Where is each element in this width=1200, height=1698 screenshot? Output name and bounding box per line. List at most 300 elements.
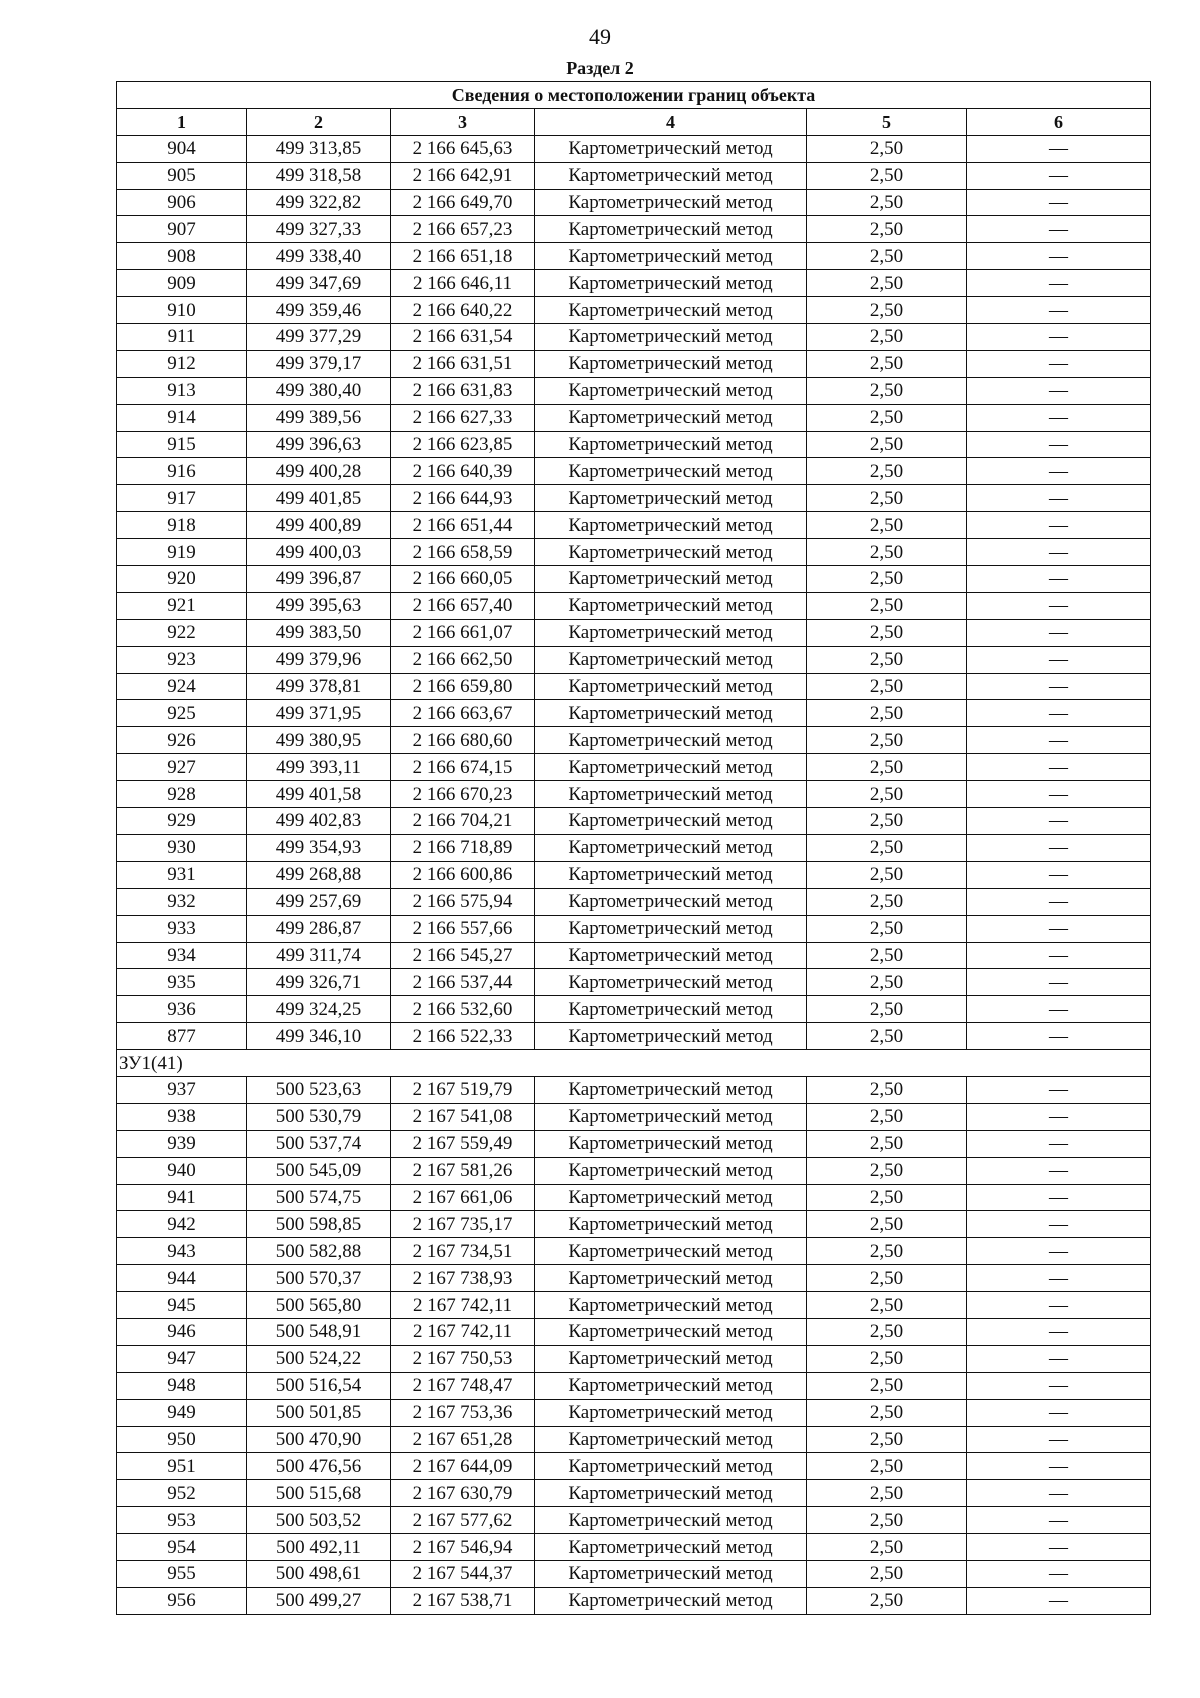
point-number-cell: 942 (117, 1211, 247, 1238)
description-cell: — (967, 1157, 1151, 1184)
point-number-cell: 906 (117, 189, 247, 216)
point-number-cell: 941 (117, 1184, 247, 1211)
point-number-cell: 949 (117, 1399, 247, 1426)
table-row (117, 324, 1151, 351)
description-cell: — (967, 1534, 1151, 1561)
y-coordinate-cell: 2 167 577,62 (391, 1507, 535, 1534)
accuracy-cell: 2,50 (807, 297, 967, 324)
accuracy-cell: 2,50 (807, 270, 967, 297)
y-coordinate-cell: 2 167 750,53 (391, 1345, 535, 1372)
x-coordinate-cell: 500 545,09 (247, 1157, 391, 1184)
point-number-cell: 916 (117, 458, 247, 485)
x-coordinate-cell: 499 402,83 (247, 808, 391, 835)
table-row (117, 592, 1151, 619)
x-coordinate-cell: 500 470,90 (247, 1426, 391, 1453)
table-title: Сведения о местоположении границ объекта (117, 82, 1151, 109)
point-number-cell: 907 (117, 216, 247, 243)
x-coordinate-cell: 499 400,89 (247, 512, 391, 539)
accuracy-cell: 2,50 (807, 996, 967, 1023)
table-row (117, 297, 1151, 324)
y-coordinate-cell: 2 167 519,79 (391, 1076, 535, 1103)
x-coordinate-cell: 499 338,40 (247, 243, 391, 270)
method-cell: Картометрический метод (535, 162, 807, 189)
point-number-cell: 917 (117, 485, 247, 512)
point-number-cell: 951 (117, 1453, 247, 1480)
table-row (117, 834, 1151, 861)
table-row (117, 189, 1151, 216)
description-cell: — (967, 1076, 1151, 1103)
method-cell: Картометрический метод (535, 1534, 807, 1561)
x-coordinate-cell: 499 257,69 (247, 888, 391, 915)
method-cell: Картометрический метод (535, 1426, 807, 1453)
y-coordinate-cell: 2 166 532,60 (391, 996, 535, 1023)
accuracy-cell: 2,50 (807, 1076, 967, 1103)
column-header-row (117, 108, 1151, 135)
accuracy-cell: 2,50 (807, 1238, 967, 1265)
point-number-cell: 925 (117, 700, 247, 727)
accuracy-cell: 2,50 (807, 1211, 967, 1238)
method-cell: Картометрический метод (535, 808, 807, 835)
table-row (117, 1076, 1151, 1103)
method-cell: Картометрический метод (535, 834, 807, 861)
method-cell: Картометрический метод (535, 915, 807, 942)
description-cell: — (967, 969, 1151, 996)
description-cell: — (967, 485, 1151, 512)
method-cell: Картометрический метод (535, 1130, 807, 1157)
accuracy-cell: 2,50 (807, 646, 967, 673)
method-cell: Картометрический метод (535, 1480, 807, 1507)
description-cell: — (967, 1130, 1151, 1157)
table-row (117, 1103, 1151, 1130)
description-cell: — (967, 216, 1151, 243)
accuracy-cell: 2,50 (807, 1130, 967, 1157)
description-cell: — (967, 1399, 1151, 1426)
table-row (117, 969, 1151, 996)
point-number-cell: 911 (117, 324, 247, 351)
method-cell: Картометрический метод (535, 754, 807, 781)
table-row (117, 1238, 1151, 1265)
y-coordinate-cell: 2 167 541,08 (391, 1103, 535, 1130)
y-coordinate-cell: 2 166 557,66 (391, 915, 535, 942)
point-number-cell: 938 (117, 1103, 247, 1130)
accuracy-cell: 2,50 (807, 1587, 967, 1614)
table-row (117, 431, 1151, 458)
description-cell: — (967, 1318, 1151, 1345)
method-cell: Картометрический метод (535, 1453, 807, 1480)
x-coordinate-cell: 499 401,85 (247, 485, 391, 512)
description-cell: — (967, 808, 1151, 835)
point-number-cell: 928 (117, 781, 247, 808)
accuracy-cell: 2,50 (807, 1534, 967, 1561)
accuracy-cell: 2,50 (807, 1480, 967, 1507)
x-coordinate-cell: 499 359,46 (247, 297, 391, 324)
table-row (117, 566, 1151, 593)
x-coordinate-cell: 499 378,81 (247, 673, 391, 700)
point-number-cell: 920 (117, 566, 247, 593)
y-coordinate-cell: 2 167 748,47 (391, 1372, 535, 1399)
table-row (117, 162, 1151, 189)
point-number-cell: 912 (117, 350, 247, 377)
x-coordinate-cell: 499 268,88 (247, 861, 391, 888)
table-row (117, 539, 1151, 566)
x-coordinate-cell: 500 503,52 (247, 1507, 391, 1534)
method-cell: Картометрический метод (535, 861, 807, 888)
point-number-cell: 946 (117, 1318, 247, 1345)
method-cell: Картометрический метод (535, 619, 807, 646)
x-coordinate-cell: 499 383,50 (247, 619, 391, 646)
column-header: 1 (117, 108, 247, 135)
description-cell: — (967, 1103, 1151, 1130)
y-coordinate-cell: 2 167 753,36 (391, 1399, 535, 1426)
y-coordinate-cell: 2 166 658,59 (391, 539, 535, 566)
method-cell: Картометрический метод (535, 270, 807, 297)
point-number-cell: 950 (117, 1426, 247, 1453)
table-row (117, 1130, 1151, 1157)
method-cell: Картометрический метод (535, 512, 807, 539)
table-row (117, 243, 1151, 270)
description-cell: — (967, 431, 1151, 458)
method-cell: Картометрический метод (535, 1076, 807, 1103)
accuracy-cell: 2,50 (807, 1560, 967, 1587)
method-cell: Картометрический метод (535, 189, 807, 216)
description-cell: — (967, 189, 1151, 216)
description-cell: — (967, 1211, 1151, 1238)
point-number-cell: 908 (117, 243, 247, 270)
table-row (117, 350, 1151, 377)
point-number-cell: 953 (117, 1507, 247, 1534)
point-number-cell: 940 (117, 1157, 247, 1184)
y-coordinate-cell: 2 166 646,11 (391, 270, 535, 297)
x-coordinate-cell: 499 395,63 (247, 592, 391, 619)
point-number-cell: 954 (117, 1534, 247, 1561)
x-coordinate-cell: 500 524,22 (247, 1345, 391, 1372)
method-cell: Картометрический метод (535, 781, 807, 808)
method-cell: Картометрический метод (535, 539, 807, 566)
x-coordinate-cell: 500 565,80 (247, 1292, 391, 1319)
description-cell: — (967, 458, 1151, 485)
y-coordinate-cell: 2 166 623,85 (391, 431, 535, 458)
description-cell: — (967, 700, 1151, 727)
point-number-cell: 927 (117, 754, 247, 781)
description-cell: — (967, 566, 1151, 593)
accuracy-cell: 2,50 (807, 485, 967, 512)
method-cell: Картометрический метод (535, 592, 807, 619)
accuracy-cell: 2,50 (807, 1426, 967, 1453)
x-coordinate-cell: 500 492,11 (247, 1534, 391, 1561)
accuracy-cell: 2,50 (807, 781, 967, 808)
accuracy-cell: 2,50 (807, 1157, 967, 1184)
description-cell: — (967, 135, 1151, 162)
description-cell: — (967, 512, 1151, 539)
x-coordinate-cell: 499 347,69 (247, 270, 391, 297)
table-row (117, 1023, 1151, 1050)
point-number-cell: 944 (117, 1265, 247, 1292)
point-number-cell: 915 (117, 431, 247, 458)
method-cell: Картометрический метод (535, 1507, 807, 1534)
point-number-cell: 910 (117, 297, 247, 324)
method-cell: Картометрический метод (535, 1292, 807, 1319)
accuracy-cell: 2,50 (807, 1292, 967, 1319)
column-header: 4 (535, 108, 807, 135)
y-coordinate-cell: 2 166 627,33 (391, 404, 535, 431)
accuracy-cell: 2,50 (807, 1184, 967, 1211)
description-cell: — (967, 1023, 1151, 1050)
x-coordinate-cell: 499 389,56 (247, 404, 391, 431)
y-coordinate-cell: 2 166 661,07 (391, 619, 535, 646)
y-coordinate-cell: 2 167 644,09 (391, 1453, 535, 1480)
accuracy-cell: 2,50 (807, 673, 967, 700)
group-row (117, 1050, 1151, 1077)
point-number-cell: 955 (117, 1560, 247, 1587)
point-number-cell: 921 (117, 592, 247, 619)
method-cell: Картометрический метод (535, 673, 807, 700)
accuracy-cell: 2,50 (807, 566, 967, 593)
description-cell: — (967, 1453, 1151, 1480)
point-number-cell: 937 (117, 1076, 247, 1103)
y-coordinate-cell: 2 166 644,93 (391, 485, 535, 512)
y-coordinate-cell: 2 167 742,11 (391, 1292, 535, 1319)
y-coordinate-cell: 2 166 680,60 (391, 727, 535, 754)
y-coordinate-cell: 2 167 742,11 (391, 1318, 535, 1345)
x-coordinate-cell: 499 379,96 (247, 646, 391, 673)
y-coordinate-cell: 2 166 600,86 (391, 861, 535, 888)
accuracy-cell: 2,50 (807, 808, 967, 835)
point-number-cell: 931 (117, 861, 247, 888)
x-coordinate-cell: 500 582,88 (247, 1238, 391, 1265)
y-coordinate-cell: 2 166 704,21 (391, 808, 535, 835)
x-coordinate-cell: 500 476,56 (247, 1453, 391, 1480)
table-row (117, 727, 1151, 754)
accuracy-cell: 2,50 (807, 754, 967, 781)
method-cell: Картометрический метод (535, 216, 807, 243)
description-cell: — (967, 781, 1151, 808)
point-number-cell: 947 (117, 1345, 247, 1372)
description-cell: — (967, 297, 1151, 324)
description-cell: — (967, 377, 1151, 404)
boundary-coordinates-table (116, 81, 1151, 1615)
method-cell: Картометрический метод (535, 727, 807, 754)
accuracy-cell: 2,50 (807, 512, 967, 539)
table-row (117, 135, 1151, 162)
y-coordinate-cell: 2 166 631,83 (391, 377, 535, 404)
point-number-cell: 935 (117, 969, 247, 996)
table-row (117, 1399, 1151, 1426)
accuracy-cell: 2,50 (807, 458, 967, 485)
accuracy-cell: 2,50 (807, 216, 967, 243)
y-coordinate-cell: 2 166 651,18 (391, 243, 535, 270)
y-coordinate-cell: 2 166 649,70 (391, 189, 535, 216)
description-cell: — (967, 619, 1151, 646)
y-coordinate-cell: 2 167 738,93 (391, 1265, 535, 1292)
y-coordinate-cell: 2 167 581,26 (391, 1157, 535, 1184)
x-coordinate-cell: 499 377,29 (247, 324, 391, 351)
y-coordinate-cell: 2 166 645,63 (391, 135, 535, 162)
accuracy-cell: 2,50 (807, 1318, 967, 1345)
description-cell: — (967, 350, 1151, 377)
y-coordinate-cell: 2 166 670,23 (391, 781, 535, 808)
column-header: 2 (247, 108, 391, 135)
x-coordinate-cell: 499 354,93 (247, 834, 391, 861)
description-cell: — (967, 1587, 1151, 1614)
x-coordinate-cell: 500 501,85 (247, 1399, 391, 1426)
x-coordinate-cell: 499 401,58 (247, 781, 391, 808)
point-number-cell: 929 (117, 808, 247, 835)
table-title-row (117, 82, 1151, 109)
table-row (117, 1507, 1151, 1534)
x-coordinate-cell: 500 598,85 (247, 1211, 391, 1238)
method-cell: Картометрический метод (535, 1157, 807, 1184)
point-number-cell: 933 (117, 915, 247, 942)
y-coordinate-cell: 2 166 631,54 (391, 324, 535, 351)
table-row (117, 485, 1151, 512)
accuracy-cell: 2,50 (807, 189, 967, 216)
method-cell: Картометрический метод (535, 1587, 807, 1614)
table-row (117, 270, 1151, 297)
table-row (117, 404, 1151, 431)
x-coordinate-cell: 499 380,40 (247, 377, 391, 404)
point-number-cell: 923 (117, 646, 247, 673)
accuracy-cell: 2,50 (807, 969, 967, 996)
method-cell: Картометрический метод (535, 135, 807, 162)
table-row (117, 1480, 1151, 1507)
table-row (117, 781, 1151, 808)
method-cell: Картометрический метод (535, 350, 807, 377)
method-cell: Картометрический метод (535, 243, 807, 270)
description-cell: — (967, 162, 1151, 189)
point-number-cell: 904 (117, 135, 247, 162)
accuracy-cell: 2,50 (807, 431, 967, 458)
table-row (117, 808, 1151, 835)
y-coordinate-cell: 2 166 640,22 (391, 297, 535, 324)
y-coordinate-cell: 2 166 537,44 (391, 969, 535, 996)
point-number-cell: 922 (117, 619, 247, 646)
method-cell: Картометрический метод (535, 942, 807, 969)
x-coordinate-cell: 500 498,61 (247, 1560, 391, 1587)
description-cell: — (967, 1426, 1151, 1453)
accuracy-cell: 2,50 (807, 727, 967, 754)
y-coordinate-cell: 2 167 546,94 (391, 1534, 535, 1561)
y-coordinate-cell: 2 166 522,33 (391, 1023, 535, 1050)
group-label: ЗУ1(41) (117, 1050, 1151, 1077)
accuracy-cell: 2,50 (807, 1345, 967, 1372)
x-coordinate-cell: 499 371,95 (247, 700, 391, 727)
method-cell: Картометрический метод (535, 566, 807, 593)
description-cell: — (967, 834, 1151, 861)
accuracy-cell: 2,50 (807, 1399, 967, 1426)
accuracy-cell: 2,50 (807, 942, 967, 969)
point-number-cell: 956 (117, 1587, 247, 1614)
method-cell: Картометрический метод (535, 431, 807, 458)
accuracy-cell: 2,50 (807, 1453, 967, 1480)
point-number-cell: 913 (117, 377, 247, 404)
method-cell: Картометрический метод (535, 485, 807, 512)
description-cell: — (967, 888, 1151, 915)
x-coordinate-cell: 500 515,68 (247, 1480, 391, 1507)
point-number-cell: 926 (117, 727, 247, 754)
table-row (117, 915, 1151, 942)
description-cell: — (967, 404, 1151, 431)
table-row (117, 673, 1151, 700)
x-coordinate-cell: 499 400,28 (247, 458, 391, 485)
method-cell: Картометрический метод (535, 1399, 807, 1426)
description-cell: — (967, 646, 1151, 673)
x-coordinate-cell: 499 318,58 (247, 162, 391, 189)
method-cell: Картометрический метод (535, 1345, 807, 1372)
description-cell: — (967, 915, 1151, 942)
section-title: Раздел 2 (566, 58, 634, 78)
method-cell: Картометрический метод (535, 1318, 807, 1345)
method-cell: Картометрический метод (535, 324, 807, 351)
table-row (117, 646, 1151, 673)
description-cell: — (967, 324, 1151, 351)
x-coordinate-cell: 500 523,63 (247, 1076, 391, 1103)
point-number-cell: 945 (117, 1292, 247, 1319)
table-row (117, 1157, 1151, 1184)
accuracy-cell: 2,50 (807, 888, 967, 915)
x-coordinate-cell: 500 499,27 (247, 1587, 391, 1614)
x-coordinate-cell: 499 380,95 (247, 727, 391, 754)
x-coordinate-cell: 499 311,74 (247, 942, 391, 969)
description-cell: — (967, 592, 1151, 619)
accuracy-cell: 2,50 (807, 1372, 967, 1399)
table-row (117, 1184, 1151, 1211)
y-coordinate-cell: 2 166 659,80 (391, 673, 535, 700)
table-row (117, 942, 1151, 969)
method-cell: Картометрический метод (535, 404, 807, 431)
table-row (117, 1345, 1151, 1372)
method-cell: Картометрический метод (535, 1265, 807, 1292)
accuracy-cell: 2,50 (807, 1023, 967, 1050)
point-number-cell: 924 (117, 673, 247, 700)
column-header: 6 (967, 108, 1151, 135)
table-row (117, 1372, 1151, 1399)
method-cell: Картометрический метод (535, 969, 807, 996)
description-cell: — (967, 1480, 1151, 1507)
y-coordinate-cell: 2 166 662,50 (391, 646, 535, 673)
y-coordinate-cell: 2 166 674,15 (391, 754, 535, 781)
table-row (117, 1292, 1151, 1319)
table-body (117, 135, 1151, 1614)
x-coordinate-cell: 499 396,63 (247, 431, 391, 458)
x-coordinate-cell: 500 530,79 (247, 1103, 391, 1130)
x-coordinate-cell: 500 516,54 (247, 1372, 391, 1399)
accuracy-cell: 2,50 (807, 1265, 967, 1292)
point-number-cell: 939 (117, 1130, 247, 1157)
description-cell: — (967, 270, 1151, 297)
x-coordinate-cell: 499 286,87 (247, 915, 391, 942)
accuracy-cell: 2,50 (807, 1103, 967, 1130)
y-coordinate-cell: 2 167 734,51 (391, 1238, 535, 1265)
accuracy-cell: 2,50 (807, 404, 967, 431)
x-coordinate-cell: 499 322,82 (247, 189, 391, 216)
method-cell: Картометрический метод (535, 888, 807, 915)
point-number-cell: 905 (117, 162, 247, 189)
x-coordinate-cell: 499 393,11 (247, 754, 391, 781)
table-row (117, 619, 1151, 646)
y-coordinate-cell: 2 166 660,05 (391, 566, 535, 593)
accuracy-cell: 2,50 (807, 350, 967, 377)
point-number-cell: 914 (117, 404, 247, 431)
accuracy-cell: 2,50 (807, 834, 967, 861)
method-cell: Картометрический метод (535, 1238, 807, 1265)
y-coordinate-cell: 2 166 657,40 (391, 592, 535, 619)
y-coordinate-cell: 2 167 661,06 (391, 1184, 535, 1211)
point-number-cell: 952 (117, 1480, 247, 1507)
accuracy-cell: 2,50 (807, 243, 967, 270)
point-number-cell: 943 (117, 1238, 247, 1265)
description-cell: — (967, 727, 1151, 754)
x-coordinate-cell: 499 324,25 (247, 996, 391, 1023)
